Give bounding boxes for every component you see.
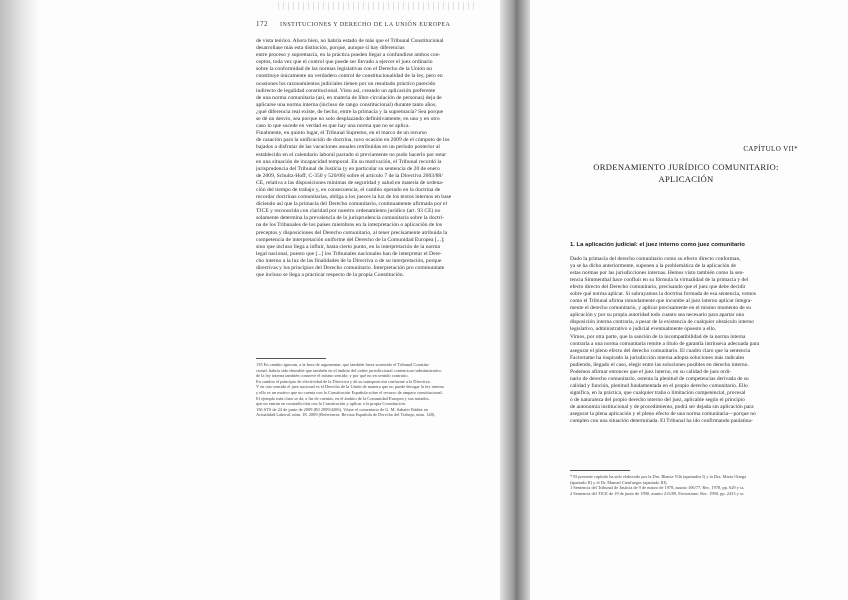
running-head xyxy=(256,20,450,28)
body-line: desarrollase más esta distinción, porque, aunque sí hay diferencias xyxy=(256,45,405,52)
body-line: ya se ha dicho anteriormente, suponen a la problemática de la aplicación de xyxy=(570,263,736,270)
chapter-title-line: APLICACIÓN xyxy=(658,173,714,184)
body-line: aplicación y por su propia autoridad todo cuanto sea necesario para apartar una xyxy=(570,312,744,319)
body-line: jurisprudencia del Tribunal de Justicia (y en particular su sentencia de 20 de enero xyxy=(256,165,440,172)
body-line: entre proceso y supremacía, en la práctica pueden llegar a confundirse ambos con- xyxy=(256,52,441,59)
body-line: Dado la primacía del derecho comunitario como su efecto directo conforman, xyxy=(570,256,741,262)
body-line: competencia de interpretación uniforme del Derecho de la Comunidad Europea [...]; xyxy=(256,236,445,243)
body-line: nario de derecho comunitario, ostenta la plenitud de competencias derivada de su xyxy=(570,375,749,382)
body-line: o de naturaleza del propio derecho interno del juez, aplicable según el principio xyxy=(570,396,745,403)
body-line: que incluso se llega a practicar respecto de la propia Constitución. xyxy=(256,272,405,279)
body-line: na de los Tribunales de los países miembros en la interpretación o aplicación de los xyxy=(256,222,443,229)
body-line: constituye únicamente un verdadero control de constitucionalidad de la ley, pero en xyxy=(256,73,443,80)
footnote-rule xyxy=(570,470,630,471)
body-line: ción del tiempo de trabajo y, en consecuencia, el cambio operado en la doctrina de xyxy=(256,186,441,193)
body-line: asegurar la plena aplicación y el pleno efecto de una norma comunitaria—porque no xyxy=(570,411,756,418)
body-line: pudiendo, llegado el caso, elegir entre las soluciones posibles en derecho interno. xyxy=(570,361,749,368)
chapter-title-line: ORDENAMIENTO JURÍDICO COMUNITARIO: xyxy=(593,162,779,172)
body-line: estas normas por las jurisdicciones internas. Hemos visto también como la sen- xyxy=(570,270,745,277)
body-line: de autonomía institucional y de procedimiento, podrá ser dejada sin aplicación para xyxy=(570,403,754,410)
body-line: sobre la conformidad de las normas legislativas con el Derecho de la Unión no xyxy=(256,66,432,73)
footnote-line: Y en otro sentido el juez nacional es el Derecho de la Unión de manera que no puede derogar la ley interna xyxy=(256,384,444,390)
footnote-line: 156 STS de 24 de junio de 2009 (RJ 2009/4206). Véase el comentario de G. M. Sabater Ibáñez en xyxy=(256,406,428,412)
body-line: ocasiones los razonamientos judiciales tienen por un resultado práctico parecido xyxy=(256,80,436,87)
body-line: de una norma comunitaria (así, en materia de libre circulación de personas) deja de xyxy=(256,94,442,101)
body-line: legal nacional, puesto que [...] los Tribunales nacionales han de interpretar el Dere- xyxy=(256,250,442,257)
body-line: de 2009, Schultz-Hoff, C-350 y 520/06) sobre el artículo 7 de la Directiva 2003/88/ xyxy=(256,172,443,179)
body-line: TJCE y reconocida con claridad por nuestro ordenamiento jurídico (art. 93 CE) no xyxy=(256,208,441,215)
footnote-line: * El presente capítulo ha sido elaborado por la Dra. Blanca Vilà (apartados I) y la Dra. María Ortega xyxy=(570,474,747,479)
footnote-rule xyxy=(256,358,326,359)
body-line: diciendo así que la primacía del Derecho comunitario, continuamente afirmada por el xyxy=(256,201,448,208)
running-head-title: INSTITUCIONES Y DERECHO DE LA UNIÓN EUROPEA xyxy=(280,22,451,28)
body-line: caso lo que sucede en verdad es que hay una norma que no se aplica. xyxy=(256,123,410,130)
body-line: Podemos afirmar entonces que el juez interno, en su calidad de juez ordi- xyxy=(570,368,732,375)
right-footnotes xyxy=(570,474,828,496)
scan-noise xyxy=(278,2,478,10)
section-heading: 1. La aplicación judicial: el juez interno como juez comunitario xyxy=(570,242,745,248)
footnote-line: y ello es un motivo que no cuenta con la Constitución Española sobre el recurso de amparo constitucional. xyxy=(256,389,443,395)
left-body-text xyxy=(256,38,498,279)
footnote-line: El ejemplo más claro se da, a fin de cuentas, en el ámbito de la Comunidad Europea y sus tratados. xyxy=(256,395,430,401)
body-line: indirecto de legalidad constitucional. Visto así, creando un aplicación preferente xyxy=(256,87,436,94)
left-page xyxy=(248,0,510,600)
chapter-label: CAPÍTULO VII* xyxy=(743,145,798,153)
body-line: mente el derecho comunitario, y aplicar precisamente en el mismo momento de su xyxy=(570,305,751,312)
body-line: cho interno a la luz de las finalidades de la Directiva o de su interpretación, porque xyxy=(256,257,442,264)
body-line: como el Tribunal afirma rotundamente que incumbe al juez interno aplicar íntegra- xyxy=(570,298,753,305)
book-gutter xyxy=(500,0,530,600)
body-line: CE, relativa a las disposiciones mínimas de seguridad y salud en materia de ordena- xyxy=(256,179,444,186)
footnote-line: 2 Sentencia del TJCE de 19 de junio de 1990, asunto 213/89, Factortame, Rec. 1990, pp. 2433 y ss. xyxy=(570,490,745,496)
right-page xyxy=(548,0,848,600)
body-line: de vista teórico. Ahora bien, no habría estado de más que el Tribunal Constitucional xyxy=(256,38,444,44)
footnote-line: que no entran en contradicción con la Constitución y aplicar a la propia Constitución. xyxy=(256,401,406,407)
body-line: establecido en el calendario laboral pactado si previamente no pudo hacerlo por estar xyxy=(256,151,447,158)
body-line: bajados a disfrutar de las vacaciones anuales retribuidas en un período posterior al xyxy=(256,144,440,151)
body-line: recordar doctrinas comunitarias, obliga a los jueces la luz de los textos internos en base xyxy=(256,194,452,201)
body-line: asegurar el pleno efecto del derecho comunitario. El cuadro claro que la sentencia xyxy=(570,347,751,354)
body-line: calidad y función, plenitud fundamentada en el propio derecho comunitario. Ello xyxy=(570,382,748,389)
body-line: ¿qué diferencia real existe, de hecho, entre la primacía y la supremacía? Sea porque xyxy=(256,108,444,115)
left-footnotes xyxy=(256,362,498,418)
body-line: sobre qué norma aplicar. Si subrayamos la doctrina formada de esa sentencia, vemos xyxy=(570,291,757,298)
footnote-line: cional, habría sido deseable que también en el ámbito del orden jurisdiccional contencioso-administrativo xyxy=(256,367,442,373)
footnote-line: 155 En cambio ignoran, a la hora de argumentar, que también fuera sostenido el Tribunal Constitu- xyxy=(256,362,430,367)
footnote-line: (apartado II) y el Dr. Manuel Cienfuegos (apartado III). xyxy=(570,479,668,485)
body-line: directivas y los principios del Derecho comunitario. Interpretación pro communitate xyxy=(256,265,445,271)
body-line: de casación para la unificación de doctrina, tuvo ocasión en 2009 de el cómputo de los xyxy=(256,137,450,144)
body-line: Finalmente, en quinto lugar, el Tribunal Supremo, en el marco de un recurso xyxy=(256,130,427,137)
right-body-text xyxy=(570,256,828,425)
body-line: contraria a una norma comunitaria remite a título de garantía intrínseca adecuada para xyxy=(570,340,760,347)
page-number: 172 xyxy=(256,20,268,28)
body-line: legislativo, administrativo o judicial eventualmente opuesto a ello. xyxy=(570,326,717,333)
body-line: tencia Simmenthal hace confluir en su fórmula la virtualidad de la primacía y del xyxy=(570,277,749,284)
body-line: Vimos, por otra parte, que la sanción de la incompatibilidad de la norma interna xyxy=(570,333,746,340)
body-line: sino que incluso llega a influir, hasta cierto punto, en la interpretación de la norma xyxy=(256,243,440,250)
body-line: se dé un desvío, sea porque no solo desplazando definitivamente, en uno y en otro xyxy=(256,116,440,123)
body-line: ceptos, toda vez que el control que puede ser llevado a ejercer el juez ordinario xyxy=(256,59,433,66)
footnote-line: En cambio el principio de efectividad de la Directiva y de su transposición conforme a la Directiva. xyxy=(256,378,431,384)
footnote-line: de la ley interna también conserve el mismo sentido; y por qué no en sentido contrario. xyxy=(256,373,409,379)
footnote-line: 1 Sentencia del Tribunal de Justicia de 9 de marzo de 1978, asunto 106/77, Rec. 1978, pp. 629 y ss. xyxy=(570,485,745,491)
chapter-title xyxy=(566,162,806,185)
body-line: cumplen con una situación determinada. El Tribunal ha ido confirmando paulatina- xyxy=(570,418,753,425)
body-line: preceptos y disposiciones del Derecho comunitario, al tener precisamente atribuida la xyxy=(256,229,448,236)
body-line: Factortame ha inspirado la jurisdicción interna adopta soluciones más radicales xyxy=(570,354,745,361)
scan-edge-shadow xyxy=(0,0,40,600)
body-line: disposición interna contraria, a pesar de la existencia de cualquier obstáculo interno xyxy=(570,319,754,326)
body-line: en una situación de incapacidad temporal. En su motivación, el Tribunal recordó la xyxy=(256,158,442,165)
footnote-line: Actualidad Laboral, núm. 18, 2009 (Referencia: Revista Española de Derecho del Trabajo, núm. 148). xyxy=(256,412,436,418)
body-line: efecto directo del Derecho comunitario, precisando que el juez que debe decidir xyxy=(570,284,746,291)
body-line: solamente determina la prevalencia de la jurisprudencia comunitaria sobre la doctri- xyxy=(256,215,444,222)
body-line: significa, en la práctica, que cualquier traba o limitación competencial, procesal xyxy=(570,389,746,396)
body-line: aplicarse una norma interna (incluso de rango constitucional) durante tanto años, xyxy=(256,101,437,108)
